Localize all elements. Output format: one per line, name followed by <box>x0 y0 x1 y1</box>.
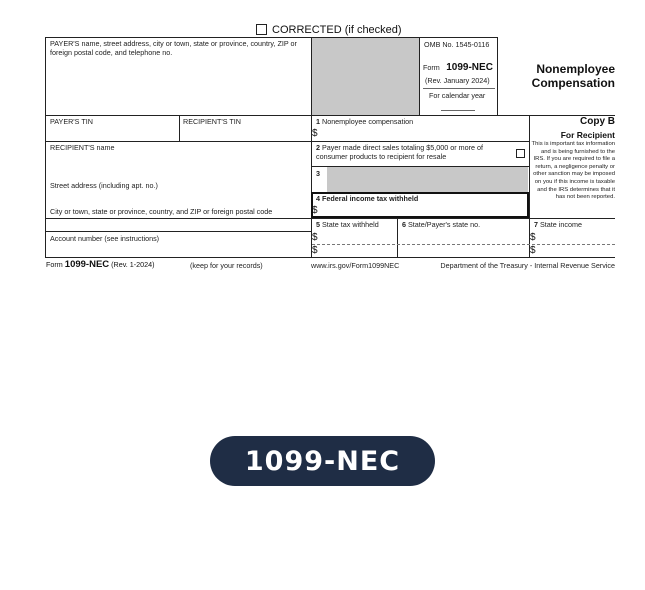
omb-form-line <box>423 57 493 75</box>
box1-dollar[interactable]: $ <box>312 128 318 139</box>
footer-url: www.irs.gov/Form1099NEC <box>311 261 400 270</box>
copy-b-notice: This is important tax information and is being furnished to the IRS. If you are required to file a return, a negligence penalty or other sanction may be imposed on you if this income is taxable and the IRS determines that it has not been reported. <box>531 141 615 201</box>
footer-form-id: Form 1099-NEC (Rev. 1-2024) <box>46 259 155 270</box>
form-left-border <box>45 37 46 258</box>
omb-sep-line <box>423 88 495 89</box>
box3-gray-area <box>327 167 528 192</box>
form-title-line1: Nonemployee <box>536 62 615 76</box>
col-line-tin <box>179 115 180 141</box>
form-title-line2: Compensation <box>531 76 615 90</box>
footer-keep-note: (keep for your records) <box>190 261 263 270</box>
box4-dollar[interactable]: $ <box>312 205 318 216</box>
form-badge <box>210 436 435 486</box>
calendar-year-label: For calendar year <box>429 91 486 100</box>
row-line-5 <box>45 231 311 232</box>
copy-b-subtitle: For Recipient <box>560 130 615 140</box>
omb-form-word: Form <box>423 63 440 72</box>
calendar-year-field[interactable] <box>441 110 475 111</box>
payer-tin-label: PAYER'S TIN <box>50 117 93 126</box>
col-line-omb-left <box>419 37 420 115</box>
box6-label: 6 State/Payer's state no. <box>402 220 481 229</box>
state-row-divider <box>312 244 615 245</box>
box3-number: 3 <box>316 169 320 178</box>
omb-form-name: 1099-NEC <box>446 62 493 73</box>
row-line-2 <box>45 141 529 142</box>
box5-dollar-line2[interactable]: $ <box>312 245 318 256</box>
box5-label: 5 State tax withheld <box>316 220 379 229</box>
corrected-checkbox[interactable] <box>256 24 267 35</box>
box1-label: 1 Nonemployee compensation <box>316 117 414 126</box>
account-number-label: Account number (see instructions) <box>50 234 160 243</box>
form-badge-label: 1099-NEC <box>244 445 401 477</box>
box5-dollar-line1[interactable]: $ <box>312 232 318 243</box>
form-top-border <box>45 37 498 38</box>
reserved-gray-area <box>312 38 419 115</box>
col-line-omb-right <box>497 37 498 115</box>
form-bottom-border <box>45 257 615 258</box>
box4-label: 4 Federal income tax withheld <box>316 194 419 203</box>
box7-dollar-line1[interactable]: $ <box>530 232 536 243</box>
footer-department: Department of the Treasury - Internal Revenue Service <box>440 261 615 270</box>
recipient-street-label: Street address (including apt. no.) <box>50 181 158 190</box>
recipient-name-label: RECIPIENT'S name <box>50 143 115 152</box>
box7-label: 7 State income <box>534 220 582 229</box>
recipient-city-label: City or town, state or province, country, and ZIP or foreign postal code <box>50 207 273 216</box>
corrected-label: CORRECTED (if checked) <box>272 24 402 36</box>
recipient-tin-label: RECIPIENT'S TIN <box>183 117 241 126</box>
box2-label: 2 Payer made direct sales totaling $5,000 or more of consumer products to recipient for resale <box>316 143 484 161</box>
copy-b-title: Copy B <box>580 116 615 127</box>
col-line-box6 <box>397 218 398 257</box>
omb-number: OMB No. 1545-0116 <box>424 40 490 49</box>
box2-checkbox[interactable] <box>516 149 525 158</box>
payer-name-label: PAYER'S name, street address, city or town, state or province, country, ZIP or foreign postal code, and telephone no. <box>50 39 297 57</box>
box7-dollar-line2[interactable]: $ <box>530 245 536 256</box>
omb-revision: (Rev. January 2024) <box>425 76 490 85</box>
